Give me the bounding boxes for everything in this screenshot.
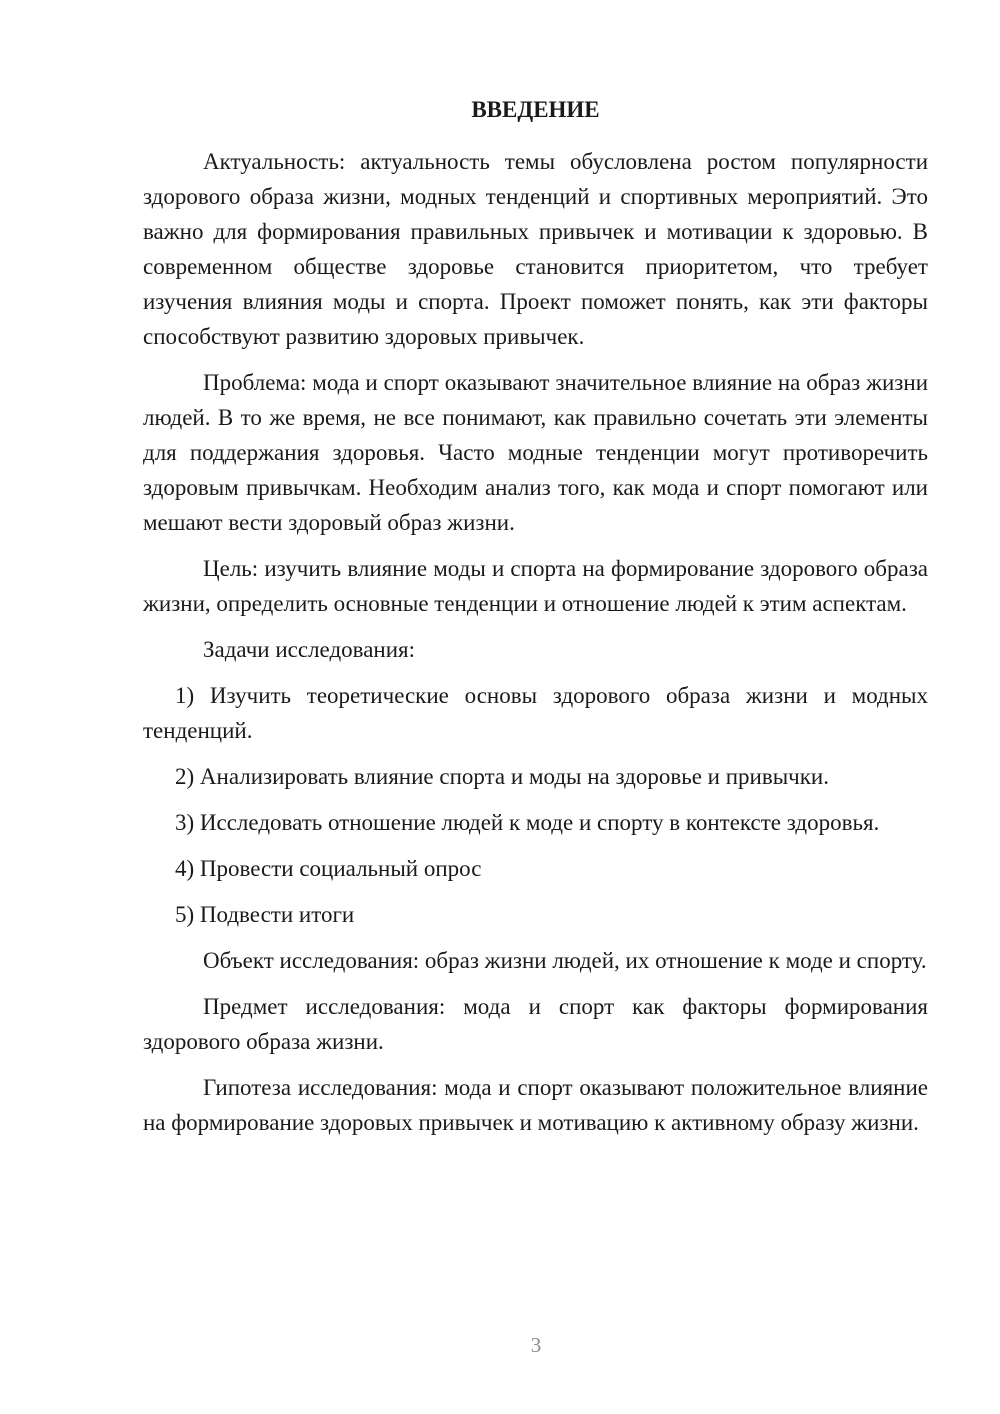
page-number: 3 bbox=[530, 1333, 542, 1357]
task-item: 2) Анализировать влияние спорта и моды на здоровье и привычки. bbox=[175, 764, 829, 789]
task-item: 1) Изучить теоретические основы здорового образа жизни и модных тенденций. bbox=[143, 683, 928, 743]
tasks-title: Задачи исследования: bbox=[203, 637, 416, 662]
task-item: 3) Исследовать отношение людей к моде и спорту в контексте здоровья. bbox=[175, 810, 880, 835]
task-item: 4) Провести социальный опрос bbox=[175, 856, 482, 881]
problem-paragraph: Проблема: мода и спорт оказывают значительное влияние на образ жизни людей. В то же время, не все понимают, как правильно сочетать эти элементы для поддержания здоровья. Часто модные тенденции могут противоречить здоровым привычкам. Необходим анализ того, как мода и спорт помогают или мешают вести здоровый образ жизни. bbox=[143, 370, 928, 535]
object-paragraph: Объект исследования: образ жизни людей, их отношение к моде и спорту. bbox=[203, 948, 927, 973]
goal-paragraph: Цель: изучить влияние моды и спорта на формирование здорового образа жизни, определить основные тенденции и отношение людей к этим аспектам. bbox=[143, 556, 928, 616]
document-page bbox=[143, 96, 928, 1151]
relevance-paragraph: Актуальность: актуальность темы обусловлена ростом популярности здорового образа жизни, модных тенденций и спортивных мероприятий. Это важно для формирования правильных привычек и мотивации к здоровью. В современном обществе здоровье становится приоритетом, что требует изучения влияния моды и спорта. Проект поможет понять, как эти факторы способствуют развитию здоровых привычек. bbox=[143, 149, 928, 349]
hypothesis-paragraph: Гипотеза исследования: мода и спорт оказывают положительное влияние на формирование здоровых привычек и мотивацию к активному образу жизни. bbox=[143, 1075, 928, 1135]
task-item: 5) Подвести итоги bbox=[175, 902, 355, 927]
section-heading: ВВЕДЕНИЕ bbox=[471, 97, 600, 122]
subject-paragraph: Предмет исследования: мода и спорт как факторы формирования здорового образа жизни. bbox=[143, 994, 928, 1054]
